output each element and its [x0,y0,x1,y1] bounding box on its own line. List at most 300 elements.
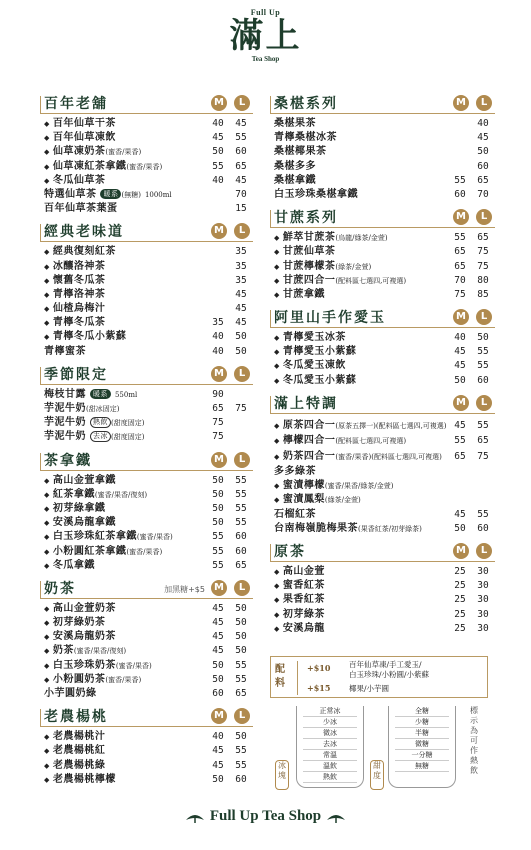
item-name-group [44,659,152,673]
item-name-group [44,302,105,316]
price-l: 35 [235,246,247,258]
item-name: 原茶四合一 [282,419,336,431]
item-list [40,114,253,220]
price-m: 50 [212,773,224,785]
section-rule [40,470,253,471]
section-title: 甘蔗系列 [274,210,338,227]
menu-item [40,302,253,316]
toppings-list-10: 百年仙草凍/手工愛玉/ 白玉珍珠/小粉圓/小紫蘇 [349,660,430,679]
price-l: 65 [477,434,489,446]
item-name: 特選仙草茶 [44,188,97,200]
item-name-group [44,474,116,488]
price-m: 65 [212,403,224,414]
item-name-group [274,331,346,345]
menu-item [40,488,253,502]
hot-drink-icon: ◆ [274,261,280,271]
menu-item [270,331,495,345]
price-l: 65 [477,232,489,244]
item-name-group [44,274,105,288]
section-header [40,92,253,114]
toppings-price-10: +$10 [307,663,331,673]
item-name-group [44,131,116,145]
item-name-group [44,416,144,430]
menu-item [40,388,253,402]
price-m: 45 [212,645,224,657]
section-header [270,392,495,414]
item-list [270,228,495,306]
size-l-badge: L [476,543,492,559]
menu-item [40,516,253,530]
hot-drink-icon: ◆ [274,609,280,619]
section-corner [40,453,48,471]
hot-drink-icon: ◆ [274,435,280,445]
menu-column-left [40,92,253,791]
item-name-group [274,288,325,302]
price-m: 40 [212,731,224,743]
sugar-label: 甜度 [370,760,384,790]
hot-drink-icon: ◆ [274,495,280,505]
item-name: 芋泥牛奶 [44,431,86,443]
size-m-badge: M [211,580,227,596]
price-l: 55 [235,745,247,757]
item-name: 冬瓜愛玉小紫蘇 [282,374,357,386]
item-name: 小粉圓奶茶 [52,673,106,685]
menu-item [270,188,495,202]
item-name-group [44,316,105,330]
price-m: 25 [454,622,466,634]
section-title: 老農楊桃 [44,709,108,726]
item-name-group [44,516,116,530]
item-name: 小粉圓紅茶拿鐵 [52,545,127,557]
hot-drink-icon: ◆ [44,774,50,784]
section-corner [270,396,278,414]
item-note: (配料區七選四,可複選) [335,276,407,285]
menu-item [40,744,253,758]
price-m: 65 [454,260,466,272]
item-note: (無糖) [121,190,141,199]
hot-drink-icon: ◆ [44,475,50,485]
item-name-group [44,602,116,616]
toppings-label: 配料 [275,664,285,689]
price-l: 50 [235,631,247,643]
price-l: 60 [477,160,489,172]
size-l-badge: L [234,95,250,111]
item-note: (蜜香/果香) [126,162,163,171]
brand-header [0,8,531,63]
price-m: 55 [454,232,466,244]
price-m: 70 [454,274,466,286]
menu-item [270,345,495,359]
price-m: 40 [454,332,466,344]
ice-level: 少冰 [303,717,357,728]
item-note: (原茶五擇一)(配料區七選四,可複選) [335,421,447,430]
menu-item [40,644,253,658]
hot-drink-icon: ◆ [274,247,280,257]
menu-item [40,174,253,188]
menu-section [270,206,495,306]
price-l: 50 [477,146,489,158]
item-name-group [274,565,325,579]
menu-item [270,508,495,522]
section-corner [270,210,278,228]
section-corner [40,709,48,727]
section-title: 百年老舖 [44,96,108,112]
item-name-group [274,374,356,388]
price-l: 50 [235,345,247,357]
price-m: 75 [212,417,224,429]
item-name-group [44,160,162,174]
hot-drink-icon: ◆ [44,760,50,770]
item-name: 甘蔗拿鐵 [282,288,325,300]
item-note: (甜度固定) [110,419,145,428]
section-title: 季節限定 [44,366,108,383]
item-note: (蜜香/果香) [105,675,142,684]
toppings-list-15: 椰果/小芋圓 [349,684,390,693]
menu-section [270,392,495,540]
item-name-group [274,593,325,607]
sugar-level-cup [388,706,456,788]
item-name-group [44,145,141,159]
section-header [40,577,253,599]
price-l: 75 [477,246,489,258]
menu-item [270,479,495,493]
section-rule [270,227,495,228]
item-name: 蜜香紅茶 [282,580,325,592]
price-l: 15 [235,203,247,215]
item-name-group [274,131,337,145]
price-m: 50 [212,146,224,158]
item-name: 安溪烏龍 [282,622,325,634]
item-name: 老農楊桃檸檬 [52,773,116,785]
item-name-group [274,260,371,274]
sugar-level: 少糖 [395,717,449,728]
section-note: 加黑糖+$5 [164,584,205,594]
item-name: 甘蔗檸檬茶 [282,260,336,272]
price-l: 55 [477,346,489,358]
menu-item [270,288,495,302]
footer-brand [0,808,531,825]
hot-drink-icon: ◆ [44,332,50,342]
item-name-group [44,388,137,402]
item-note: (配料區七選四,可複選) [335,436,407,445]
item-list [40,242,253,363]
section-rule [40,241,253,242]
section-corner [270,96,278,114]
item-name-group [44,644,126,658]
item-name: 台南梅嶺脆梅果茶 [274,522,358,534]
price-m: 60 [454,188,466,200]
price-m: 45 [212,602,224,614]
item-list [40,727,253,791]
size-m-badge: M [211,223,227,239]
section-header [40,220,253,242]
section-rule [40,384,253,385]
item-name: 白玉珍珠紅茶拿鐵 [52,531,137,543]
item-name-group [274,245,335,259]
item-name-group [274,493,361,507]
menu-item [40,630,253,644]
section-corner [270,544,278,562]
price-l: 45 [235,288,247,300]
item-list [270,328,495,392]
item-name-group [44,330,126,344]
toppings-price-15: +$15 [307,683,331,693]
price-m: 50 [212,474,224,486]
price-l: 30 [477,594,489,606]
sugar-level: 半糖 [395,728,449,739]
price-l: 40 [477,118,489,129]
hot-drink-icon: ◆ [44,147,50,157]
menu-item [40,188,253,202]
price-m: 50 [212,673,224,685]
item-name: 白玉珍珠桑椹拿鐵 [274,188,358,200]
item-name: 桑椹椰果茶 [274,146,327,158]
price-l: 55 [235,132,247,144]
item-note: (綠茶/金萱) [335,262,372,271]
item-name-group [44,202,118,216]
hot-drink-icon: ◆ [274,452,280,461]
price-m: 25 [454,608,466,620]
hot-drink-icon: ◆ [44,161,50,171]
hot-drink-icon: ◆ [274,375,280,385]
warm-badge: 暖系 [100,189,121,199]
price-l: 70 [235,188,247,200]
item-name: 青檸洛神茶 [52,288,106,300]
section-rule [40,598,253,599]
price-l: 50 [235,731,247,743]
menu-section [40,705,253,791]
item-name-group [44,345,86,359]
price-l: 50 [235,331,247,343]
section-corner [40,96,48,114]
menu-item [270,417,495,434]
price-m: 50 [212,517,224,529]
price-m: 45 [454,419,466,431]
price-m: 75 [454,288,466,300]
section-title: 原茶 [274,543,306,560]
menu-item [270,374,495,388]
item-name: 仙草凍奶茶 [52,146,106,158]
item-list [40,385,253,449]
price-m: 75 [212,431,224,443]
menu-item [40,245,253,259]
item-name: 青檸愛玉冰茶 [282,332,346,344]
item-name: 初芽綠拿鐵 [52,502,106,514]
hot-drink-icon: ◆ [44,632,50,642]
item-name: 檸檬四合一 [282,434,336,446]
item-name-group [274,417,447,435]
item-name-group [274,145,327,159]
item-name-group [274,508,316,522]
price-m: 55 [212,160,224,172]
ice-level: 常溫 [303,750,357,761]
price-l: 60 [477,374,489,386]
menu-item [40,730,253,744]
item-name-group [44,245,116,259]
warm-badge: 暖系 [90,389,111,399]
price-m: 90 [212,388,224,400]
price-l: 50 [477,332,489,344]
hot-drink-icon: ◆ [274,623,280,633]
item-list [40,471,253,577]
price-m: 40 [212,174,224,186]
item-name-group [44,673,141,687]
item-name: 老農楊桃汁 [52,731,106,743]
menu-item [40,545,253,559]
section-title: 桑椹系列 [274,96,338,112]
menu-item [40,402,253,416]
item-list [270,562,495,640]
item-name: 多多綠茶 [274,466,316,477]
item-name-group [44,744,105,758]
menu-item [270,231,495,245]
hot-drink-icon: ◆ [44,674,50,684]
item-name-group [44,559,95,573]
hot-drink-icon: ◆ [44,304,50,314]
menu-item [40,673,253,687]
price-m: 45 [454,508,466,520]
price-l: 60 [235,146,247,158]
price-l: 55 [235,474,247,486]
brand-en-top: Full Up [250,8,281,17]
hot-drink-icon: ◆ [44,489,50,499]
price-m: 45 [212,631,224,643]
menu-column-right [270,92,495,640]
menu-item [270,465,495,479]
item-name: 老農楊桃紅 [52,745,106,757]
size-l-badge: L [234,223,250,239]
item-name-group [274,274,406,288]
item-name: 高山金萱拿鐵 [52,474,116,486]
price-m: 40 [212,331,224,343]
price-m: 55 [454,174,466,186]
price-l: 45 [235,118,247,129]
leaf-logo-icon [184,810,206,824]
section-header [270,540,495,562]
price-m: 45 [212,617,224,629]
item-name: 白玉珍珠奶茶 [52,659,116,671]
item-name: 青檸愛玉小紫蘇 [282,346,357,358]
item-name: 鮮萃甘蔗茶 [282,232,336,244]
item-name-group [274,117,316,131]
item-name: 安溪烏龍拿鐵 [52,517,116,529]
sugar-level: 全糖 [395,706,449,717]
item-name-group [274,231,388,245]
section-corner [40,224,48,242]
hot-drink-icon: ◆ [44,532,50,542]
hot-drink-icon: ◆ [274,566,280,576]
item-name-group [44,530,173,544]
menu-item [40,145,253,159]
price-l: 35 [235,260,247,272]
price-l: 50 [235,617,247,629]
brand-en-bottom: Tea Shop [251,55,280,63]
menu-item [40,345,253,359]
section-title: 茶拿鐵 [44,452,92,469]
item-name: 經典復刻紅茶 [52,246,116,258]
section-corner [40,581,48,599]
menu-item [40,416,253,430]
price-m: 55 [212,531,224,543]
size-m-badge: M [211,366,227,382]
size-m-badge: M [453,395,469,411]
menu-section [40,449,253,577]
price-m: 25 [454,594,466,606]
item-name-group [44,488,147,502]
item-note: (甜度固定) [110,433,145,442]
leaf-logo-icon [325,810,347,824]
price-m: 45 [212,759,224,771]
item-name: 小芋圓奶綠 [44,688,97,699]
price-l: 60 [235,531,247,543]
item-name: 高山金萱 [282,565,325,577]
section-rule [270,413,495,414]
price-l: 55 [477,419,489,431]
item-volume: 550ml [114,390,138,399]
ice-level-cup [296,706,364,788]
item-name: 仙楂烏梅汁 [52,303,106,315]
menu-item [40,602,253,616]
toppings-divider [297,661,298,695]
item-note: (蜜香/果香/復刻) [73,647,127,656]
hot-drink-icon: ◆ [44,603,50,613]
item-name: 冬瓜仙草茶 [52,174,106,186]
item-name-group [274,434,406,448]
menu-section [40,577,253,705]
size-m-badge: M [453,543,469,559]
price-m: 35 [212,317,224,329]
price-l: 75 [235,403,247,414]
hot-drink-icon: ◆ [44,646,50,656]
price-l: 55 [235,759,247,771]
item-name-group [274,359,346,373]
item-name: 桑椹多多 [274,160,316,172]
price-m: 45 [212,132,224,144]
item-note: (蜜香/果香) [126,547,163,556]
hot-drink-icon: ◆ [44,503,50,513]
item-name-group [274,465,316,479]
menu-item [40,316,253,330]
option-badge: 去冰 [90,431,111,442]
section-title: 奶茶 [44,580,76,597]
item-name: 冬瓜拿鐵 [52,559,95,571]
price-m: 60 [212,688,224,699]
size-l-badge: L [476,395,492,411]
item-name: 懷舊冬瓜茶 [52,274,106,286]
menu-item [40,502,253,516]
item-name-group [44,402,119,416]
price-l: 55 [235,488,247,500]
item-name: 蜜漬檸檬 [282,480,325,492]
item-name: 桑椹拿鐵 [274,174,316,186]
ice-label: 冰塊 [275,760,289,790]
item-name: 甘蔗仙草茶 [282,246,336,258]
item-name-group [44,545,162,559]
item-name: 青檸冬瓜小紫蘇 [52,331,127,343]
hot-drink-icon: ◆ [44,546,50,556]
hot-drink-icon: ◆ [44,119,50,128]
hot-drink-icon: ◆ [44,247,50,257]
price-l: 45 [235,317,247,329]
price-m: 40 [212,345,224,357]
item-list [270,114,495,206]
price-m: 55 [212,559,224,571]
item-name-group [44,502,105,516]
menu-item [270,608,495,622]
price-m: 50 [212,502,224,514]
price-l: 30 [477,622,489,634]
item-note: (果香紅茶/初芽綠茶) [358,524,422,533]
